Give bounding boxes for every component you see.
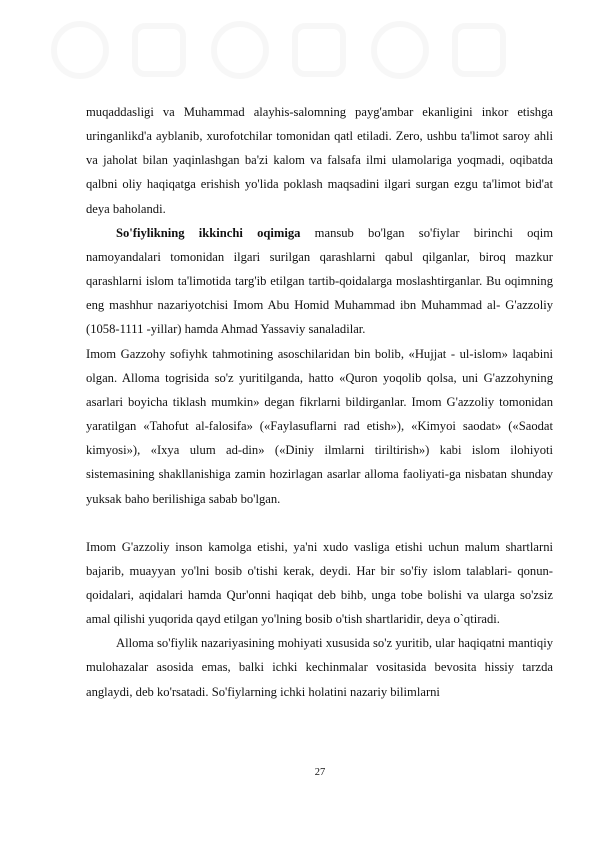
paragraph-4: Imom G'azzoliy inson kamolga etishi, ya'ni xudo vasliga etishi uchun malum shartlarni bajarib, muayyan yo'lni bosib o'tishi kerak, deydi. Har bir so'fiy islom talablari- qonun-qoidalari, aqidalari hamda Qur'onni haqiqat deb bihb, unga tobe bolishi va ularga so'zsiz amal qilishi yuqorida qayd etilgan yo'lning bosib o'tish shartlaridir, deya o`qtiradi. [86,539,553,627]
page-number: 27 [314,767,326,778]
paragraph-5: Alloma so'fiylik nazariyasining mohiyati xususida so'z yuritib, ular haqiqatni mantiqiy mulohazalar asosida emas, balki ichki kechinmalar vositasida bevosita hissiy tarzda anglaydi, deb ko'rsatadi. So'fiylarning ichki holatini nazariy bilimlarni [86,636,553,699]
paragraph-spacer [86,511,553,535]
paragraph-3: Imom Gazzohy sofiyhk tahmotining asoschilaridan bin bolib, «Hujjat - ul-islom» laqabini olgan. Alloma togrisida so'z yuritilganda, hatto «Quron yoqolib qolsa, uni G'azzohyning asarlari boyicha tiklash mumkin» degan fikrlarni bildirganlar. Imom G'azzoliy tomonidan yaratilgan «Tahofut al-falosifa» («Faylasuflarni rad etish»), «Kimyoi saodat» («Saodat kimyosi»), «Ixya ulum ad-din» («Diniy ilmlarni tiriltirish») kabi islom ilohiyoti sistemasining shakllanishiga zamin hozirlagan asarlar alloma faoliyati-ga nisbatan shunday yuksak baho berilishiga sabab bo'lgan. [86,346,553,506]
paragraph-2 [86,221,553,342]
document-page [86,100,553,704]
watermark-graphic [40,10,555,90]
paragraph-2-bold-lead: So'fiylikning ikkinchi oqimiga [116,225,301,240]
paragraph-1: muqaddasligi va Muhammad alayhis-salomning payg'ambar ekanligini inkor etishga uringanlikd'a ayblanib, xurofotchilar tomonidan qatl etiladi. Zero, ushbu ta'limot saroy ahli va jaholat bilan yaqinlashgan ba'zi kalom va falsafa ilmi ulamolariga yoqmadi, oqibatda qalbni oliy haqiqatga erishish yo'lida poklash maqsadini ilgari surgan ezgu ta'limot bid'at deya baholandi. [86,105,553,216]
paragraph-2-text: mansub bo'lgan so'fiylar birinchi oqim namoyandalari tomonidan ilgari surilgan qarashlarni qabul qilganlar, biroq mazkur qarashlarni islom ta'limotida targ'ib etilgan tartib-qoidalarga moslashtirganlar. Bu oqimning eng mashhur nazariyotchisi Imom Abu Homid Muhammad ibn Muhammad al- G'azzoliy (1058-1111 -yillar) hamda Ahmad Yassaviy sanaladilar. [86,225,553,337]
